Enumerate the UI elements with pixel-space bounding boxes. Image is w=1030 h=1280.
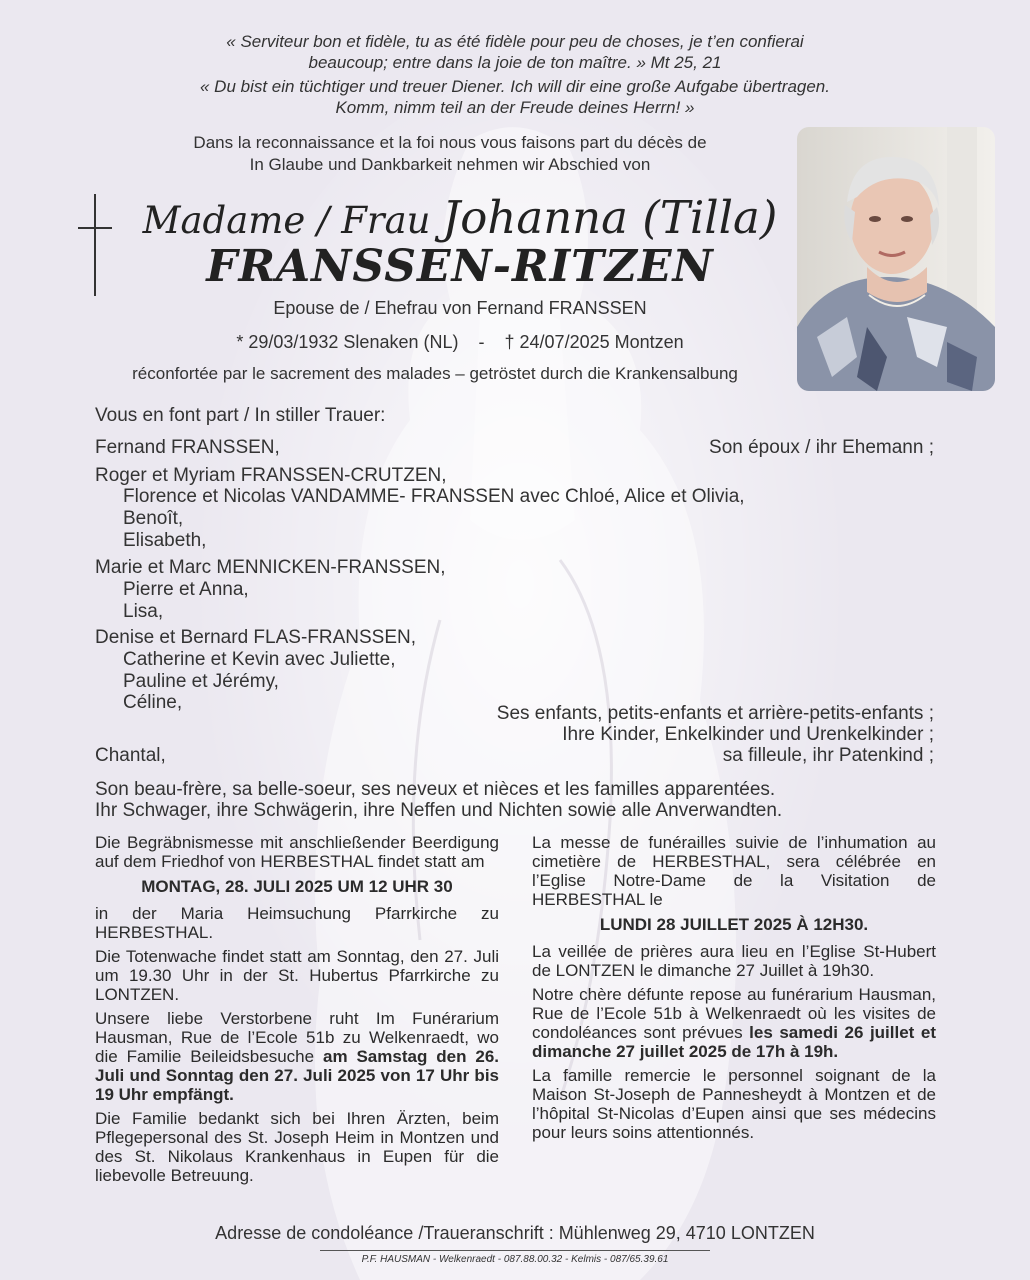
mourner-benoit: Benoît,	[123, 508, 184, 529]
german-p3: Die Totenwache findet statt am Sonntag, den 27. Juli um 19.30 Uhr in der St. Hubertus Pfarrkirche zu LONTZEN.	[95, 947, 499, 1004]
mourner-fernand: Fernand FRANSSEN,	[95, 437, 280, 458]
german-p5: Die Familie bedankt sich bei Ihren Ärzten, beim Pflegepersonal des St. Joseph Heim in Montzen und des St. Nikolaus Krankenhaus in Eupen für die liebevolle Betreuung.	[95, 1109, 499, 1185]
deceased-first-name: Johanna (Tilla)	[442, 191, 778, 244]
sacrament-line: réconfortée par le sacrement des malades – getröstet durch die Krankensalbung	[132, 364, 738, 383]
quote-fr-line2: beaucoup; entre dans la joie de ton maître. » Mt 25, 21	[308, 53, 722, 72]
spouse-line: Epouse de / Ehefrau von Fernand FRANSSEN	[273, 298, 647, 318]
mourner-fernand-role: Son époux / ihr Ehemann ;	[709, 437, 934, 458]
quote-de-line2: Komm, nimm teil an der Freude deines Herrn! »	[335, 98, 695, 117]
german-p4	[95, 1009, 499, 1104]
mourner-marie: Marie et Marc MENNICKEN-FRANSSEN,	[95, 557, 446, 578]
german-p1: Die Begräbnismesse mit anschließender Beerdigung auf dem Friedhof von HERBESTHAL findet statt am	[95, 833, 499, 871]
french-p4: La famille remercie le personnel soignant de la Maison St-Joseph de Pannesheydt à Montzen et de l’hôpital St-Nicolas d’Eupen ainsi que ses médecins pour leurs soins attentionnés.	[532, 1066, 936, 1142]
children-de: Ihre Kinder, Enkelkinder und Urenkelkinder ;	[562, 724, 934, 745]
intro-text	[100, 132, 800, 176]
intro-fr: Dans la reconnaissance et la foi nous vous faisons part du décès de	[193, 133, 707, 152]
mourner-florence: Florence et Nicolas VANDAMME- FRANSSEN avec Chloé, Alice et Olivia,	[123, 486, 745, 507]
french-p3	[532, 985, 936, 1061]
french-date: LUNDI 28 JUILLET 2025 À 12H30.	[599, 915, 869, 934]
mourner-lisa: Lisa,	[123, 601, 164, 622]
birth-date: * 29/03/1932 Slenaken (NL)	[236, 332, 459, 352]
deceased-title: Madame / Frau	[142, 199, 431, 242]
children-fr: Ses enfants, petits-enfants et arrière-petits-enfants ;	[496, 703, 934, 724]
deceased-surname: FRANSSEN-RITZEN	[206, 241, 714, 292]
undertaker-info: P.F. HAUSMAN - Welkenraedt - 087.88.00.32 - Kelmis - 087/65.39.61	[361, 1254, 669, 1265]
german-date: MONTAG, 28. JULI 2025 UM 12 UHR 30	[141, 877, 453, 896]
quote-german	[100, 76, 930, 118]
mourner-pauline: Pauline et Jérémy,	[123, 671, 279, 692]
mourner-chantal: Chantal,	[95, 745, 166, 766]
french-p1: La messe de funérailles suivie de l’inhumation au cimetière de HERBESTHAL, sera célébrée en l’Eglise Notre-Dame de la Visitation de HERBESTHAL le	[532, 833, 936, 909]
mourner-catherine: Catherine et Kevin avec Juliette,	[123, 649, 396, 670]
intro-de: In Glaube und Dankbarkeit nehmen wir Abschied von	[249, 155, 651, 174]
quote-de-line1: « Du bist ein tüchtiger und treuer Diener. Ich will dir eine große Aufgabe übertragen.	[200, 77, 830, 96]
mourner-elisabeth: Elisabeth,	[123, 530, 207, 551]
german-p4-bold: am Samstag den 26. Juli und Sonntag den 27. Juli 2025 von 17 Uhr bis 19 Uhr empfängt.	[95, 1047, 499, 1104]
french-p2: La veillée de prières aura lieu en l’Eglise St-Hubert de LONTZEN le dimanche 27 Juillet à 19h30.	[532, 942, 936, 980]
mourner-denise: Denise et Bernard FLAS-FRANSSEN,	[95, 627, 417, 648]
family-fr: Son beau-frère, sa belle-soeur, ses neveux et nièces et les familles apparentées.	[95, 779, 776, 800]
life-dates	[100, 330, 820, 354]
death-date: † 24/07/2025 Montzen	[504, 332, 684, 352]
date-separator: -	[478, 332, 485, 352]
condolence-address: Adresse de condoléance /Traueranschrift : Mühlenweg 29, 4710 LONTZEN	[215, 1223, 815, 1243]
deceased-name	[100, 191, 820, 244]
deceased-portrait-photo	[797, 127, 995, 391]
quote-french	[100, 31, 930, 73]
footer-divider	[320, 1250, 710, 1251]
french-column	[532, 833, 936, 1147]
french-p3-bold: les samedi 26 juillet et dimanche 27 juillet 2025 de 17h à 19h.	[532, 1023, 936, 1061]
german-p4-text: Unsere liebe Verstorbene ruht Im Funérarium Hausman, Rue de l’Ecole 51b zu Welkenraedt, wo die Familie Beileidsbesuche	[95, 1009, 499, 1066]
quote-fr-line1: « Serviteur bon et fidèle, tu as été fidèle pour peu de choses, je t’en confierai	[226, 32, 804, 51]
family-de: Ihr Schwager, ihre Schwägerin, ihre Neffen und Nichten sowie alle Anverwandten.	[95, 800, 783, 821]
german-column	[95, 833, 499, 1190]
german-p2: in der Maria Heimsuchung Pfarrkirche zu HERBESTHAL.	[95, 904, 499, 942]
mourner-celine: Céline,	[123, 692, 183, 713]
mourner-chantal-role: sa filleule, ihr Patenkind ;	[722, 745, 934, 766]
mourners-heading: Vous en font part / In stiller Trauer:	[95, 405, 386, 426]
french-p3-text: Notre chère défunte repose au funérarium Hausman, Rue de l’Ecole 51b à Welkenraedt où les visites de condoléances sont prévues	[532, 985, 936, 1042]
mourner-pierre: Pierre et Anna,	[123, 579, 249, 600]
mourner-roger: Roger et Myriam FRANSSEN-CRUTZEN,	[95, 465, 447, 486]
